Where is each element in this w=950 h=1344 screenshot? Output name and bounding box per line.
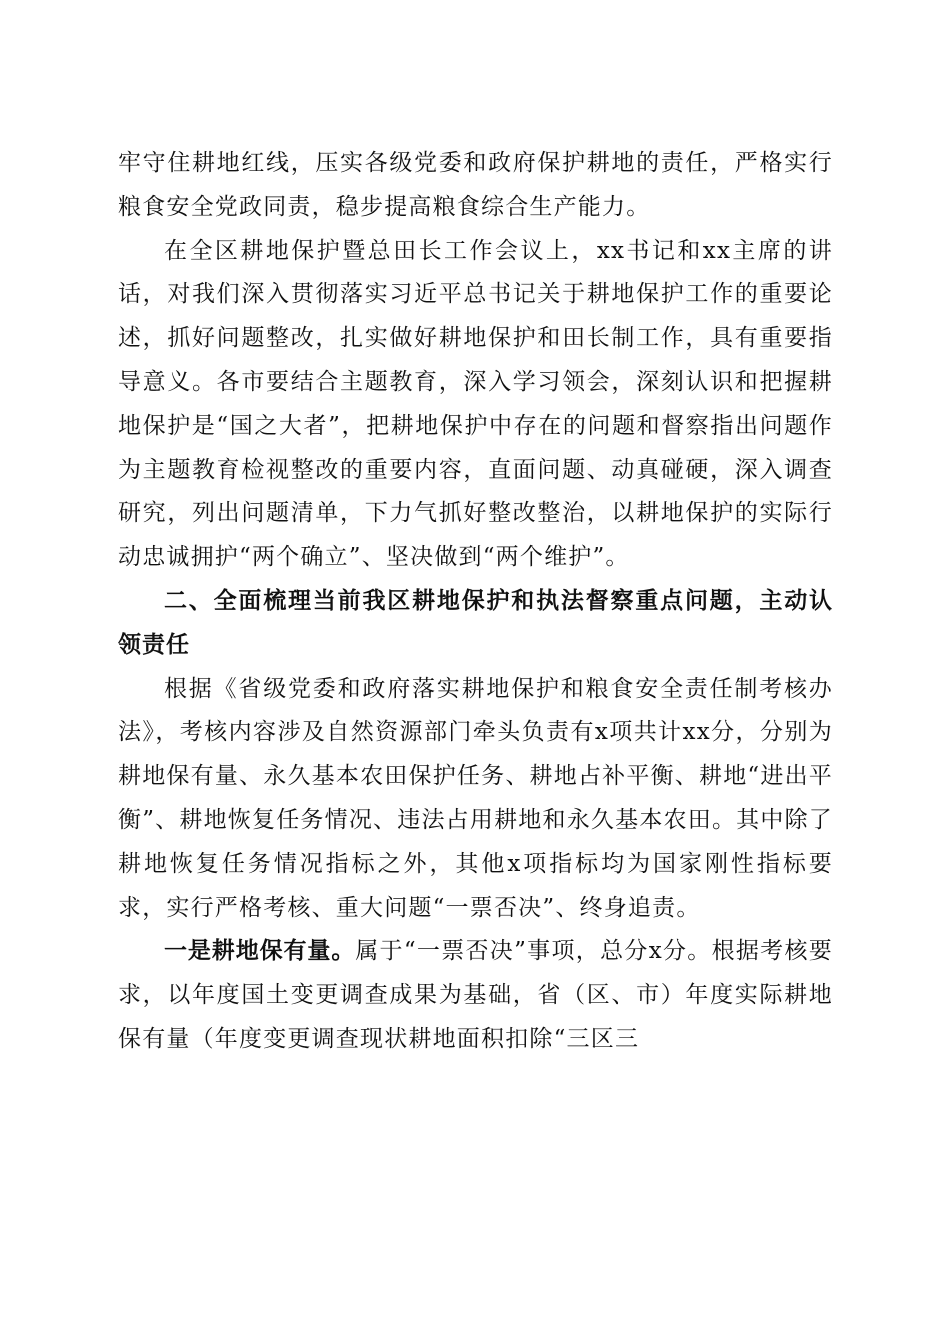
paragraph-assessment-method: 根据《省级党委和政府落实耕地保护和粮食安全责任制考核办法》，考核内容涉及自然资源部门牵头负责有x项共计xx分，分别为耕地保有量、永久基本农田保护任务、耕地占补平衡、耕地“进出平衡”、耕地恢复任务情况、违法占用耕地和永久基本农田。其中除了耕地恢复任务情况指标之外，其他x项指标均为国家刚性指标要求，实行严格考核、重大问题“一票否决”、终身追责。 <box>118 675 833 921</box>
document-body <box>118 142 833 1062</box>
paragraph-meeting-speech: 在全区耕地保护暨总田长工作会议上，xx书记和xx主席的讲话，对我们深入贯彻落实习近平总书记关于耕地保护工作的重要论述，抓好问题整改，扎实做好耕地保护和田长制工作，具有重要指导意义。各市要结合主题教育，深入学习领会，深刻认识和把握耕地保护是“国之大者”，把耕地保护中存在的问题和督察指出问题作为主题教育检视整改的重要内容，直面问题、动真碰硬，深入调查研究，列出问题清单，下力气抓好整改整治，以耕地保护的实际行动忠诚拥护“两个确立”、坚决做到“两个维护”。 <box>118 237 833 571</box>
section-heading-2: 二、全面梳理当前我区耕地保护和执法督察重点问题，主动认领责任 <box>118 587 833 658</box>
paragraph-continuation: 牢守住耕地红线，压实各级党委和政府保护耕地的责任，严格实行粮食安全党政同责，稳步提高粮食综合生产能力。 <box>118 150 833 220</box>
paragraph-farmland-retention <box>118 930 833 1061</box>
paragraph-lead-label: 一是耕地保有量。 <box>164 938 356 965</box>
paragraph-body-text: 属于“一票否决”事项，总分x分。根据考核要求，以年度国土变更调查成果为基础，省（区、市）年度实际耕地保有量（年度变更调查现状耕地面积扣除“三区三 <box>118 938 833 1052</box>
